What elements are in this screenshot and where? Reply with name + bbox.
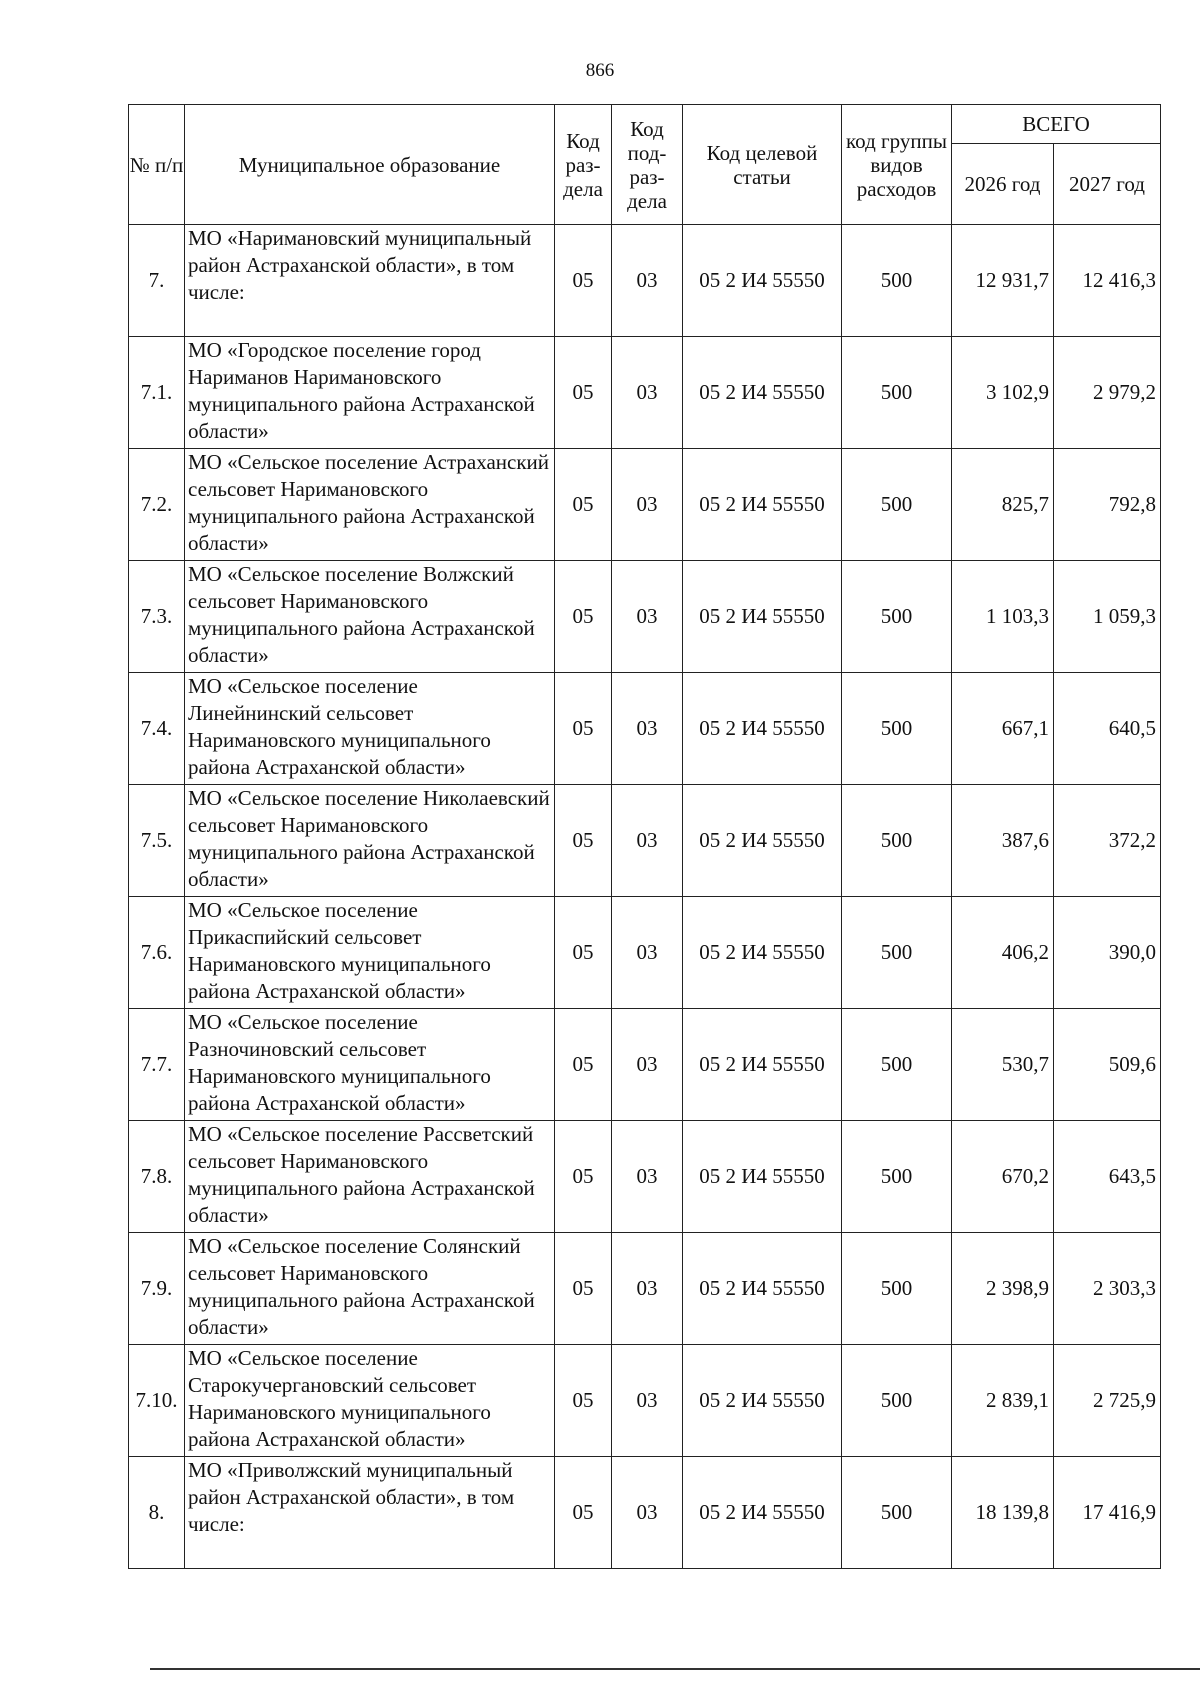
amount-2026: 18 139,8 [952,1457,1054,1569]
subsection-code: 03 [612,897,683,1009]
municipality-name: МО «Сельское поселение Линейнинский сельсовет Наримановского муниципального района Астраханской области» [185,673,555,785]
municipality-name: МО «Сельское поселение Рассветский сельсовет Наримановского муниципального района Астраханской области» [185,1121,555,1233]
subsection-code: 03 [612,785,683,897]
table-row [129,337,1161,449]
subsection-code: 03 [612,449,683,561]
row-number: 7.6. [129,897,185,1009]
amount-2027: 2 979,2 [1054,337,1161,449]
section-code: 05 [555,1009,612,1121]
section-code: 05 [555,561,612,673]
amount-2027: 12 416,3 [1054,225,1161,337]
page-number: 866 [585,60,615,81]
amount-2027: 509,6 [1054,1009,1161,1121]
target-article-code: 05 2 И4 55550 [683,1009,842,1121]
header-section: Код раз-дела [555,105,612,225]
section-code: 05 [555,1345,612,1457]
table-row [129,1457,1161,1569]
table-row [129,1345,1161,1457]
amount-2026: 670,2 [952,1121,1054,1233]
expense-group-code: 500 [842,897,952,1009]
amount-2026: 2 839,1 [952,1345,1054,1457]
row-number: 7.4. [129,673,185,785]
subsection-code: 03 [612,1345,683,1457]
section-code: 05 [555,1233,612,1345]
expense-group-code: 500 [842,561,952,673]
expense-group-code: 500 [842,1345,952,1457]
target-article-code: 05 2 И4 55550 [683,897,842,1009]
municipality-name: МО «Сельское поселение Волжский сельсовет Наримановского муниципального района Астраханской области» [185,561,555,673]
subsection-code: 03 [612,1233,683,1345]
municipality-name: МО «Приволжский муниципальный район Астраханской области», в том числе: [185,1457,555,1569]
table-row [129,897,1161,1009]
target-article-code: 05 2 И4 55550 [683,785,842,897]
amount-2027: 1 059,3 [1054,561,1161,673]
row-number: 7.1. [129,337,185,449]
header-total: ВСЕГО [952,105,1161,144]
amount-2027: 390,0 [1054,897,1161,1009]
table-row [129,225,1161,337]
expense-group-code: 500 [842,1121,952,1233]
table-row [129,785,1161,897]
amount-2027: 372,2 [1054,785,1161,897]
target-article-code: 05 2 И4 55550 [683,1121,842,1233]
section-code: 05 [555,1121,612,1233]
expense-group-code: 500 [842,1233,952,1345]
section-code: 05 [555,785,612,897]
section-code: 05 [555,897,612,1009]
subsection-code: 03 [612,225,683,337]
table-body [129,225,1161,1569]
expense-group-code: 500 [842,1457,952,1569]
municipality-name: МО «Наримановский муниципальный район Астраханской области», в том числе: [185,225,555,337]
amount-2027: 2 725,9 [1054,1345,1161,1457]
municipality-name: МО «Городское поселение город Нариманов Наримановского муниципального района Астраханской области» [185,337,555,449]
amount-2026: 387,6 [952,785,1054,897]
section-code: 05 [555,1457,612,1569]
header-num: № п/п [129,105,185,225]
section-code: 05 [555,225,612,337]
expense-group-code: 500 [842,673,952,785]
municipality-name: МО «Сельское поселение Разночиновский сельсовет Наримановского муниципального района Астраханской области» [185,1009,555,1121]
subsection-code: 03 [612,1009,683,1121]
header-municipality: Муниципальное образование [185,105,555,225]
municipality-name: МО «Сельское поселение Прикаспийский сельсовет Наримановского муниципального района Астраханской области» [185,897,555,1009]
amount-2026: 530,7 [952,1009,1054,1121]
expense-group-code: 500 [842,225,952,337]
subsection-code: 03 [612,673,683,785]
amount-2027: 792,8 [1054,449,1161,561]
section-code: 05 [555,337,612,449]
section-code: 05 [555,449,612,561]
amount-2027: 2 303,3 [1054,1233,1161,1345]
target-article-code: 05 2 И4 55550 [683,337,842,449]
header-expense-group: код группы видов расходов [842,105,952,225]
table-row [129,673,1161,785]
table-row [129,1121,1161,1233]
table-row [129,1009,1161,1121]
target-article-code: 05 2 И4 55550 [683,225,842,337]
expense-group-code: 500 [842,449,952,561]
amount-2026: 1 103,3 [952,561,1054,673]
amount-2027: 640,5 [1054,673,1161,785]
expense-group-code: 500 [842,1009,952,1121]
row-number: 7.9. [129,1233,185,1345]
municipality-name: МО «Сельское поселение Солянский сельсовет Наримановского муниципального района Астраханской области» [185,1233,555,1345]
row-number: 7.2. [129,449,185,561]
subsection-code: 03 [612,561,683,673]
target-article-code: 05 2 И4 55550 [683,449,842,561]
amount-2026: 667,1 [952,673,1054,785]
target-article-code: 05 2 И4 55550 [683,1345,842,1457]
amount-2026: 3 102,9 [952,337,1054,449]
subsection-code: 03 [612,337,683,449]
header-year-2026: 2026 год [952,144,1054,225]
municipality-name: МО «Сельское поселение Старокучергановский сельсовет Наримановского муниципального района Астраханской области» [185,1345,555,1457]
header-subsection: Код под-раз-дела [612,105,683,225]
municipality-name: МО «Сельское поселение Астраханский сельсовет Наримановского муниципального района Астраханской области» [185,449,555,561]
table-row [129,1233,1161,1345]
table-row [129,561,1161,673]
row-number: 7. [129,225,185,337]
target-article-code: 05 2 И4 55550 [683,1457,842,1569]
table-header [129,105,1161,225]
row-number: 7.5. [129,785,185,897]
bottom-rule [150,1668,1200,1670]
amount-2026: 825,7 [952,449,1054,561]
subsection-code: 03 [612,1457,683,1569]
section-code: 05 [555,673,612,785]
table-row [129,449,1161,561]
row-number: 7.7. [129,1009,185,1121]
header-year-2027: 2027 год [1054,144,1161,225]
row-number: 7.10. [129,1345,185,1457]
header-target-article: Код целевой статьи [683,105,842,225]
amount-2026: 406,2 [952,897,1054,1009]
target-article-code: 05 2 И4 55550 [683,1233,842,1345]
target-article-code: 05 2 И4 55550 [683,561,842,673]
budget-table [128,104,1161,1569]
row-number: 7.8. [129,1121,185,1233]
amount-2027: 643,5 [1054,1121,1161,1233]
expense-group-code: 500 [842,337,952,449]
row-number: 7.3. [129,561,185,673]
target-article-code: 05 2 И4 55550 [683,673,842,785]
amount-2026: 12 931,7 [952,225,1054,337]
amount-2027: 17 416,9 [1054,1457,1161,1569]
municipality-name: МО «Сельское поселение Николаевский сельсовет Наримановского муниципального района Астраханской области» [185,785,555,897]
amount-2026: 2 398,9 [952,1233,1054,1345]
expense-group-code: 500 [842,785,952,897]
subsection-code: 03 [612,1121,683,1233]
row-number: 8. [129,1457,185,1569]
